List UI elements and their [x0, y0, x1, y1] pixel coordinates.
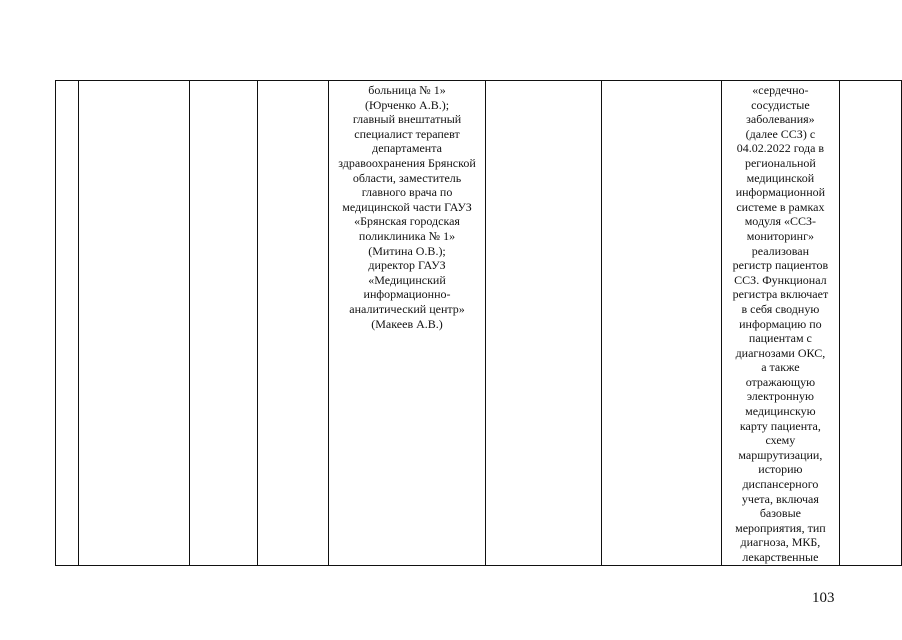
text-line: 04.02.2022 года в: [736, 141, 825, 156]
text-line: медицинской части ГАУЗ: [342, 199, 472, 214]
text-line: медицинской: [746, 170, 815, 185]
text-line: пациентам с: [748, 331, 812, 346]
text-line: главного врача по: [361, 185, 453, 200]
table-cell-col5: [329, 81, 485, 566]
text-line: диагнозами ОКС,: [735, 345, 826, 360]
text-line: отражающую: [745, 374, 816, 389]
text-line: медицинскую: [745, 404, 816, 419]
text-line: информационной: [735, 185, 826, 200]
text-line: области, заместитель: [352, 170, 462, 185]
text-line: (Макеев А.В.): [371, 316, 443, 331]
text-line: историю: [758, 462, 803, 477]
text-line: маршрутизации,: [738, 447, 823, 462]
text-line: в себя сводную: [741, 301, 820, 316]
text-line: главный внештатный: [352, 112, 462, 127]
text-line: системе в рамках: [736, 199, 825, 214]
text-line: информационно-: [363, 287, 451, 302]
text-line: больница № 1»: [368, 83, 446, 97]
text-line: региональной: [744, 155, 816, 170]
table-cell-col7: [602, 81, 722, 566]
text-line: карту пациента,: [739, 418, 821, 433]
text-line: сосудистые: [751, 97, 810, 112]
table-cell-col6: [485, 81, 601, 566]
text-line: а также: [761, 360, 800, 375]
text-line: (далее ССЗ) с: [745, 126, 816, 141]
text-line: аналитический центр»: [349, 301, 465, 316]
text-line: модуля «ССЗ-: [744, 214, 817, 229]
table-cell-col1: [56, 81, 79, 566]
table-cell-col9: [839, 81, 901, 566]
table-cell-col2: [78, 81, 189, 566]
text-line: «сердечно-: [752, 83, 809, 97]
text-line: базовые: [759, 506, 801, 521]
text-line: специалист терапевт: [354, 126, 460, 141]
text-line: учета, включая: [741, 491, 819, 506]
text-line: регистр пациентов: [732, 258, 829, 273]
table-row: [56, 81, 902, 566]
text-line: (Митина О.В.);: [368, 243, 446, 258]
text-line: регистра включает: [732, 287, 829, 302]
text-line: здравоохранения Брянской: [338, 155, 476, 170]
text-line: «Брянская городская: [354, 214, 460, 229]
text-line: мероприятия, тип: [735, 520, 826, 535]
table-cell-col3: [189, 81, 257, 566]
text-line: заболевания»: [746, 112, 815, 127]
text-line: департамента: [372, 141, 442, 156]
text-line: электронную: [746, 389, 814, 404]
text-line: схему: [765, 433, 796, 448]
text-line: лекарственные: [742, 550, 819, 564]
continuation-table: [55, 80, 902, 566]
page-number: 103: [812, 590, 835, 606]
text-line: диспансерного: [742, 477, 819, 492]
text-line: ССЗ. Функционал: [734, 272, 827, 287]
text-line: реализован: [751, 243, 810, 258]
table-cell-col4: [257, 81, 329, 566]
text-line: поликлиника № 1»: [358, 228, 456, 243]
text-line: диагноза, МКБ,: [740, 535, 821, 550]
text-line: директор ГАУЗ: [368, 258, 446, 273]
result-description-text: [722, 81, 838, 565]
text-line: информацию по: [739, 316, 822, 331]
text-line: мониторинг»: [746, 228, 815, 243]
responsible-persons-text: [329, 81, 484, 331]
text-line: «Медицинский: [368, 272, 446, 287]
table-cell-col8: [722, 81, 839, 566]
text-line: (Юрченко А.В.);: [365, 97, 450, 112]
